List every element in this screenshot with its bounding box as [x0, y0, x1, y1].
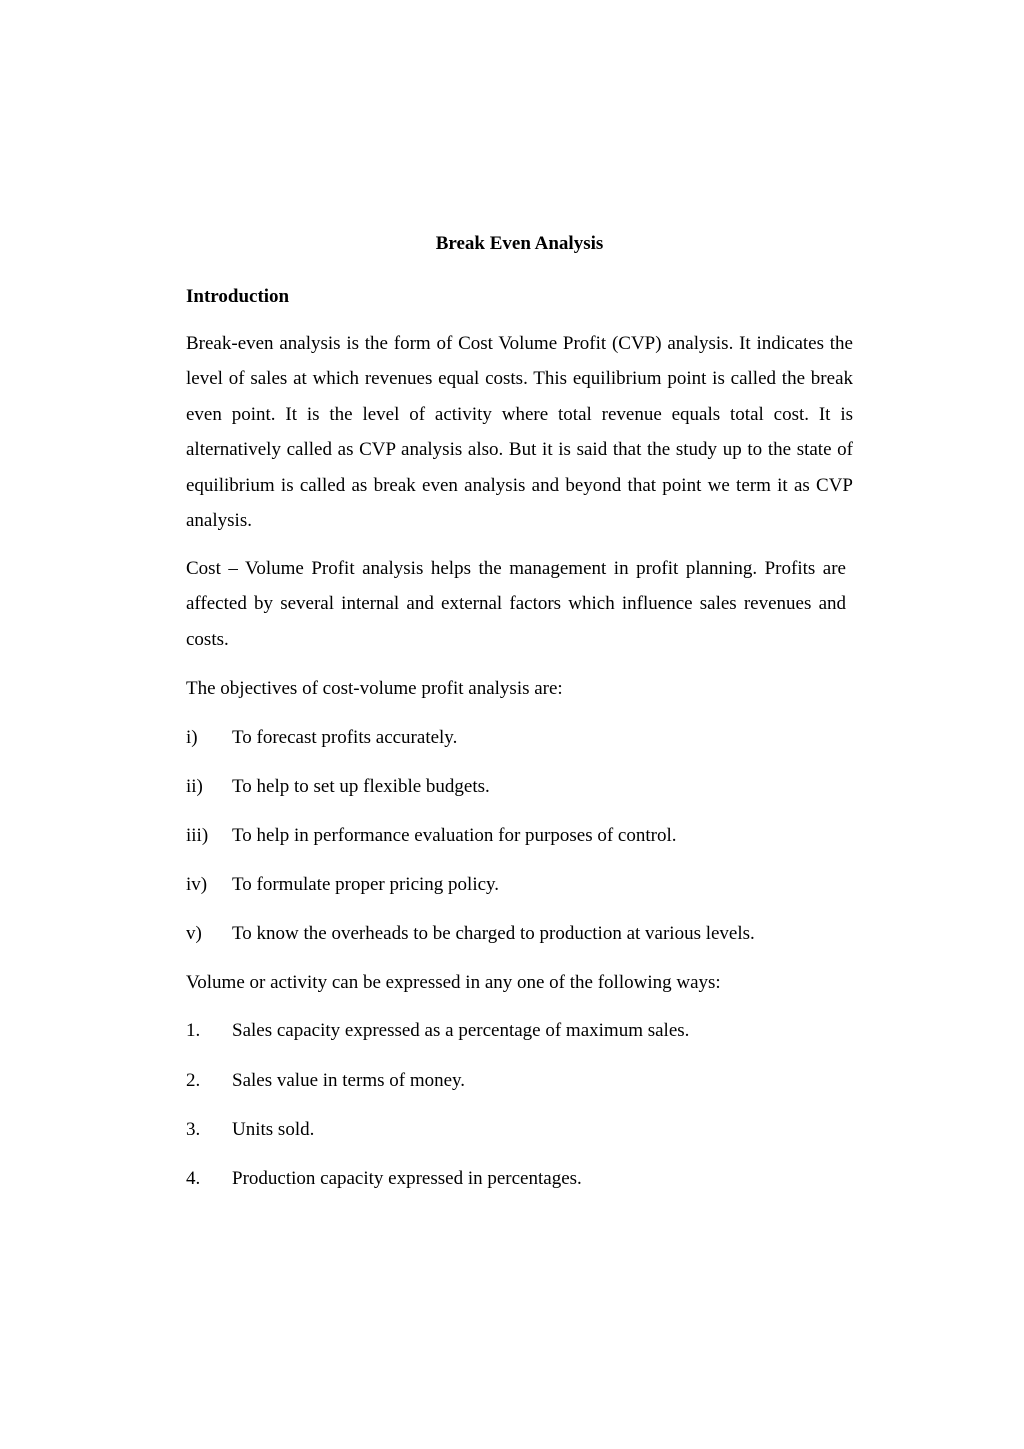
list-item-text: Sales value in terms of money. — [232, 1070, 466, 1091]
list-item-text: Sales capacity expressed as a percentage of maximum sales. — [232, 1020, 690, 1041]
list-marker: 2. — [186, 1070, 201, 1091]
list-item — [186, 873, 499, 897]
intro-paragraph: Break-even analysis is the form of Cost Volume Profit (CVP) analysis. It indicates the level of sales at which revenues equal costs. This equilibrium point is called the break even point. It is the level of activity where total revenue equals total cost. It is alternatively called as CVP analysis also. But it is said that the study up to the state of equilibrium is called as break even analysis and beyond that point we term it as CVP analysis. — [186, 333, 853, 532]
list-item-text: Units sold. — [232, 1119, 315, 1140]
numbered-item — [186, 1069, 465, 1093]
section-heading: Introduction — [186, 286, 290, 307]
list-item — [186, 922, 755, 946]
numbered-item — [186, 1019, 689, 1043]
list-marker: ii) — [186, 776, 203, 797]
list-item — [186, 775, 490, 799]
objectives-intro: The objectives of cost-volume profit analysis are: — [186, 678, 563, 699]
list-item — [186, 726, 457, 750]
list-marker: iii) — [186, 825, 209, 846]
list-marker: 4. — [186, 1168, 201, 1189]
list-marker: v) — [186, 923, 202, 944]
list-marker: 1. — [186, 1020, 201, 1041]
list-item-text: To forecast profits accurately. — [232, 727, 458, 748]
document-title: Break Even Analysis — [435, 233, 604, 254]
numbered-item — [186, 1167, 582, 1191]
list-item — [186, 824, 677, 848]
list-marker: 3. — [186, 1119, 201, 1140]
list-item-text: To help in performance evaluation for purposes of control. — [232, 825, 677, 846]
list-marker: i) — [186, 727, 198, 748]
volume-intro: Volume or activity can be expressed in any one of the following ways: — [186, 972, 721, 993]
list-item-text: Production capacity expressed in percentages. — [232, 1168, 582, 1189]
cvp-paragraph: Cost – Volume Profit analysis helps the management in profit planning. Profits are affected by several internal and external factors which influence sales revenues and costs. — [186, 558, 846, 650]
numbered-item — [186, 1118, 314, 1142]
list-item-text: To know the overheads to be charged to production at various levels. — [232, 923, 755, 944]
list-item-text: To help to set up flexible budgets. — [232, 776, 490, 797]
list-item-text: To formulate proper pricing policy. — [232, 874, 500, 895]
list-marker: iv) — [186, 874, 208, 895]
